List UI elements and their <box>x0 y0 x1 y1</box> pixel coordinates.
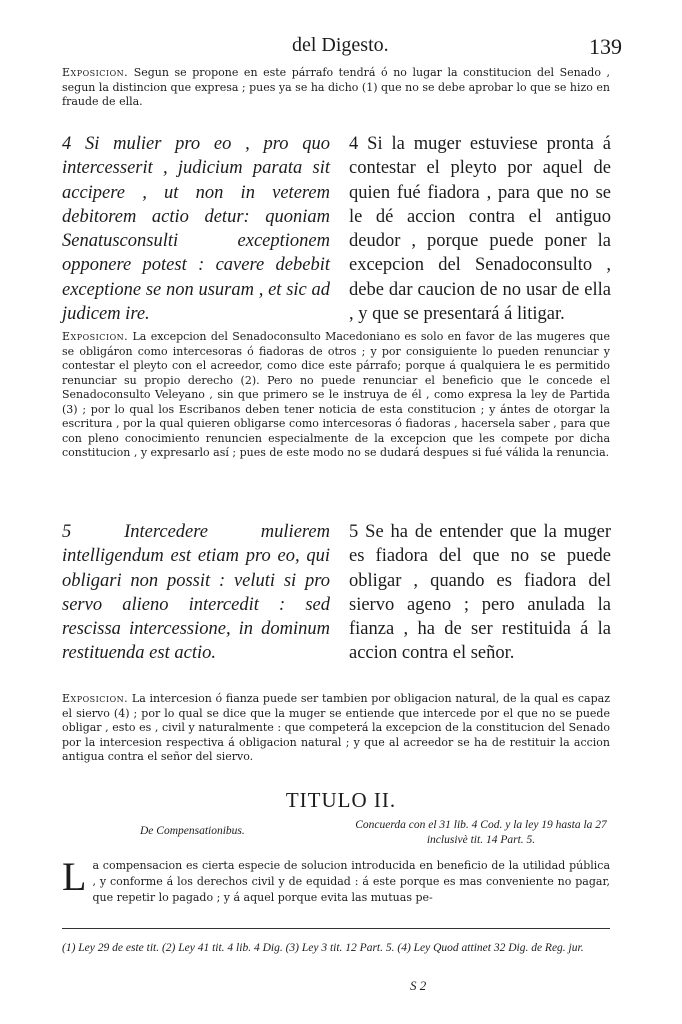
exposicion-3 <box>62 692 610 765</box>
titulo-heading: TITULO II. <box>285 788 397 812</box>
concordance-note: Concuerda con el 31 lib. 4 Cod. y la ley 19 hasta la 27 inclusivè tit. 14 Part. 5. <box>355 819 607 846</box>
exposicion-text: La excepcion del Senadoconsulto Macedoniano es solo en favor de las mugeres que se obligáron como intercesoras ó fiadoras de otros ; y por consiguiente lo pueden renunciar y contestar el pleyto con el acreedor, como dice este párrafo; porque á qualquiera le es permitido renunciar su propio derecho (2). Pero no puede renunciar el beneficio que le concede el Senadoconsulto Veleyano , sin que primero se le instruya de él , como expresa la ley de Partida (3) ; por lo qual los Escribanos deben tener noticia de esta constitucion ; y ántes de otorgar la escritura , por la qual quieren obligarse como intercesoras ó fiadoras , hacersela saber , para que con pleno conocimiento renuncien especialmente de la excepcion que les compete por dicha constitucion , y expresarlo así ; pues de este modo no se dudará despues si fué válida la renuncia. <box>62 330 611 459</box>
footnote-rule <box>62 928 610 929</box>
section-5-latin: 5 Intercedere mulierem intelligendum est etiam pro eo, qui obligari non possit : veluti si pro servo alieno intercedit : sed rescissa intercessione, in dominum restituenda est actio. <box>62 522 330 664</box>
footnotes: (1) Ley 29 de este tit. (2) Ley 41 tit. 4 lib. 4 Dig. (3) Ley 3 tit. 12 Part. 5. (4) Ley Quod attinet 32 Dig. de Reg. jur. <box>62 942 584 954</box>
section-4-latin: 4 Si mulier pro eo , pro quo intercesserit , judicium parata sit accipere , ut non in veterem debitorem actio detur: quoniam Senatusconsulti exceptionem opponere potest : cavere debebit exceptione se non usuram , et sic ad judicem ire. <box>62 134 330 325</box>
exposicion-label: Exposicion. <box>62 692 129 705</box>
running-header: del Digesto. <box>292 34 389 56</box>
exposicion-label: Exposicion. <box>62 66 129 79</box>
exposicion-1 <box>62 66 610 110</box>
drop-cap: L <box>62 854 87 899</box>
signature-mark: S 2 <box>410 978 427 993</box>
body-text: a compensacion es cierta especie de solucion introducida en beneficio de la utilidad pública , y conforme á los derechos civil y de equidad : á este porque es mas conveniente no pagar, que repetir lo pagado ; y á aquel porque evita las mutuas pe- <box>92 859 610 904</box>
exposicion-text: La intercesion ó fianza puede ser tambien por obligacion natural, de la qual es capaz el siervo (4) ; por lo qual se dice que la muger se entiende que intercede por el que no se puede obligar , esto es , civil y naturalmente : que competerá la excepcion de la constitucion del Senado por la intercesion respectiva á obligacion natural ; y que al acreedor se ha de restituir la accion antigua contra el señor del siervo. <box>62 692 611 763</box>
exposicion-2 <box>62 330 610 461</box>
exposicion-text: Segun se propone en este párrafo tendrá ó no lugar la constitucion del Senado , segun la distincion que expresa ; pues ya se ha dicho (1) que no se debe aprobar lo que se hizo en fraude de ella. <box>62 66 610 108</box>
body-paragraph <box>62 854 610 906</box>
section-5-spanish: 5 Se ha de entender que la muger es fiadora del que no se puede obligar , quando es fiadora del siervo ageno ; pero anulada la fianza , ha de ser restituida á la accion contra el señor. <box>349 522 611 664</box>
page-number: 139 <box>589 34 622 59</box>
section-4-spanish: 4 Si la muger estuviese pronta á contestar el pleyto por aquel de quien fué fiadora , para que no se le dé accion contra el antiguo deudor , porque puede poner la excepcion del Senadoconsulto , debe dar caucion de no usar de ella , y que se presentará á litigar. <box>349 134 611 325</box>
exposicion-label: Exposicion. <box>62 330 129 343</box>
section-label: De Compensationibus. <box>140 825 245 837</box>
